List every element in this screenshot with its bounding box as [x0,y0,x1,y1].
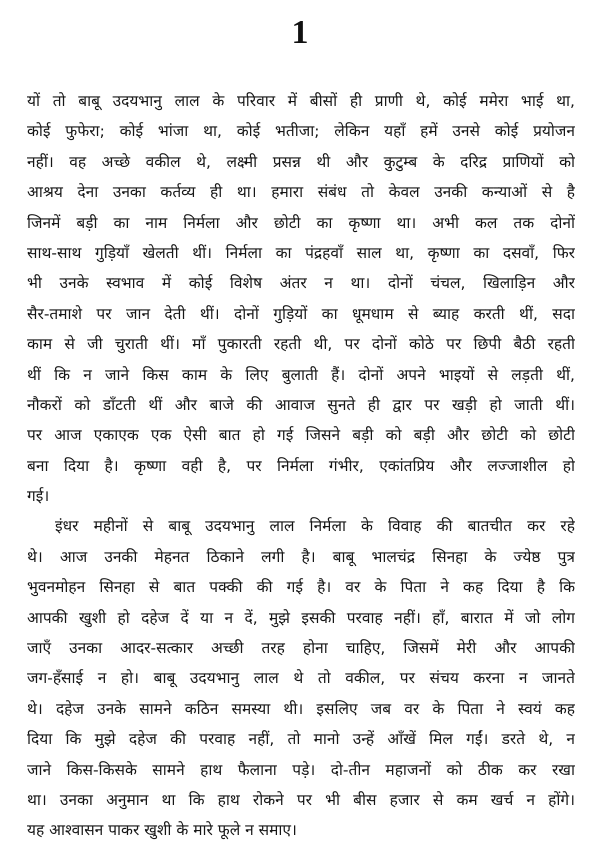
text-line: साथ-साथ गुड़ियाँ खेलती थीं। निर्मला का पंद्रहवाँ साल था, कृष्णा का दसवाँ, फिर [27,243,575,262]
text-line: भुवनमोहन सिनहा से बात पक्की की गई है। वर के पिता ने कह दिया है कि [27,578,575,597]
text-line: आपकी खुशी हो दहेज दें या न दें, मुझे इसकी परवाह नहीं। हाँ, बारात में जो लोग [27,608,575,627]
text-line: थे। आज उनकी मेहनत ठिकाने लगी है। बाबू भालचंद्र सिनहा के ज्येष्ठ पुत्र [27,547,575,566]
text-line: जाने किस-किसके सामने हाथ फैलाना पड़े। दो-तीन महाजनों को ठीक कर रखा [27,760,575,779]
text-line: गई। [27,487,50,506]
chapter-number: 1 [291,14,309,51]
text-line: नौकरों को डाँटती थीं और बाजे की आवाज सुनते ही द्वार पर खड़ी हो जाती थीं। [27,395,575,414]
text-line: थीं कि न जाने किस काम के लिए बुलाती हैं। दोनों अपने भाइयों से लड़ती थीं, [27,365,575,384]
text-line: यों तो बाबू उदयभानु लाल के परिवार में बीसों ही प्राणी थे, कोई ममेरा भाई था, [27,92,575,110]
paragraph-2 [27,511,575,845]
text-line: सैर-तमाशे पर जान देती थीं। दोनों गुड़ियों का धूमधाम से ब्याह करती थीं, सदा [27,304,575,323]
text-line: बना दिया है। कृष्णा वही है, पर निर्मला गंभीर, एकांतप्रिय और लज्जाशील हो [27,456,575,475]
chapter-body [27,86,575,846]
text-line: जिनमें बड़ी का नाम निर्मला और छोटी का कृष्णा था। अभी कल तक दोनों [27,213,575,232]
paragraph-1 [27,86,575,511]
text-line: भी उनके स्वभाव में कोई विशेष अंतर न था। दोनों चंचल, खिलाड़िन और [27,274,575,293]
text-line: आश्रय देना उनका कर्तव्य ही था। हमारा संबंध तो केवल उनकी कन्याओं से है [27,183,575,202]
text-line: पर आज एकाएक एक ऐसी बात हो गई जिसने बड़ी को बड़ी और छोटी को छोटी [27,426,575,445]
text-line: नहीं। वह अच्छे वकील थे, लक्ष्मी प्रसन्न थी और कुटुम्ब के दरिद्र प्राणियों को [27,152,575,171]
text-line: दिया कि मुझे दहेज की परवाह नहीं, तो मानो उन्हें आँखें मिल गईं। डरते थे, न [27,730,575,749]
text-line: था। उनका अनुमान था कि हाथ रोकने पर भी बीस हजार से कम खर्च न होंगे। [27,790,575,809]
text-line: जग-हँसाई न हो। बाबू उदयभानु लाल थे तो वकील, पर संचय करना न जानते [27,669,575,688]
text-line: कोई फुफेरा; कोई भांजा था, कोई भतीजा; लेकिन यहाँ हमें उनसे कोई प्रयोजन [27,122,575,141]
text-line: जाएँ उनका आदर-सत्कार अच्छी तरह होना चाहिए, जिसमें मेरी और आपकी [27,639,575,658]
text-line: यह आश्वासन पाकर खुशी के मारे फूले न समाए। [27,821,297,840]
text-line: इंधर महीनों से बाबू उदयभानु लाल निर्मला के विवाह की बातचीत कर रहे [55,517,575,536]
text-line: काम से जी चुराती थीं। माँ पुकारती रहती थी, पर दोनों कोठे पर छिपी बैठी रहती [27,335,575,354]
text-line: थे। दहेज उनके सामने कठिन समस्या थी। इसलिए जब वर के पिता ने स्वयं कह [27,699,575,718]
